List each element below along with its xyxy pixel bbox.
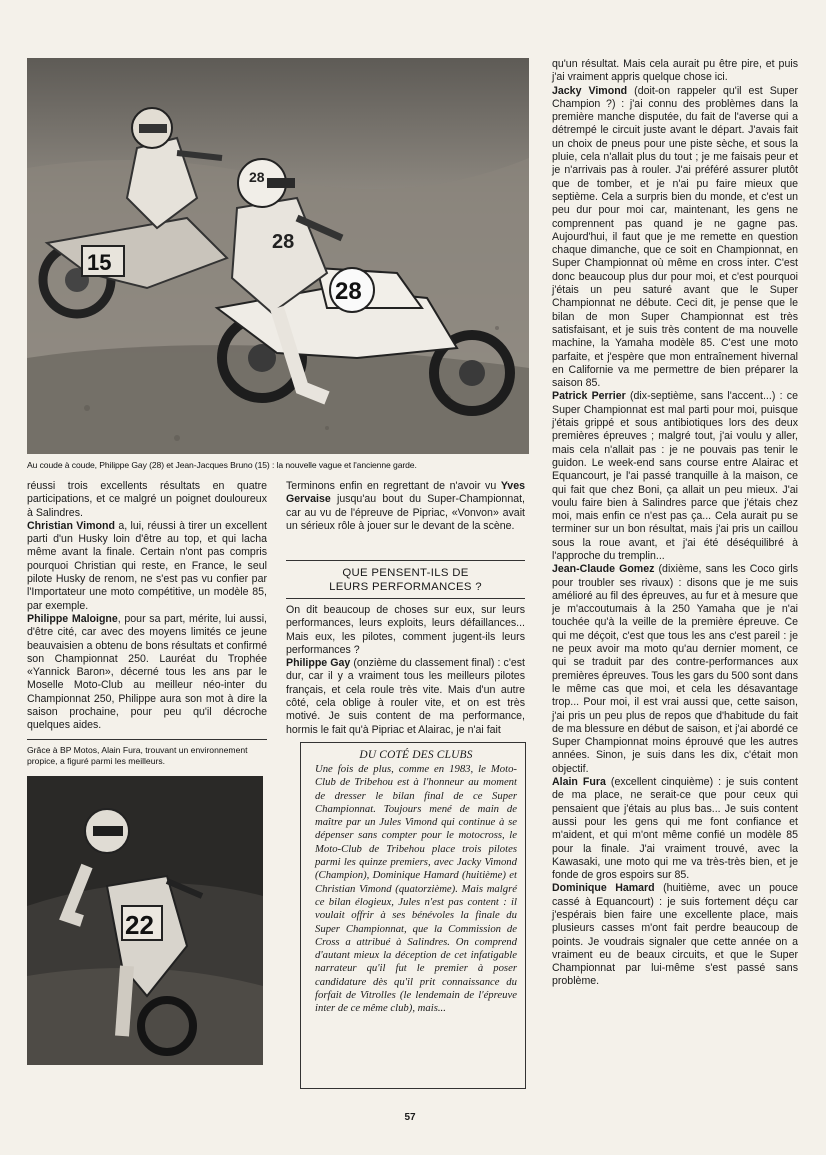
svg-text:28: 28 [335,278,362,305]
page-number: 57 [404,1112,416,1123]
paragraph-text: (huitième, avec un pouce cassé à Equancourt) : je suis fortement déçu car j'espérais bien faire une excellente place, mais plusieurs casses m'ont fait perdre beaucoup de points. Je voudrais signaler que cette année on a vraiment eu de beaux circuits, et que le Super Championnat par lui-même s'est passé sans problème. [552,882,799,988]
paragraph-text: réussi trois excellents résultats en quatre participations, et ce malgré un poignet douloureux à Salindres. [27,480,267,519]
rider-name: Yves Gervaise [286,480,525,506]
paragraph-text: Terminons enfin en regrettant de n'avoir vu [286,480,501,492]
paragraph-text: On dit beaucoup de choses sur eux, sur leurs performances, leurs exploits, leurs défaillances... Mais eux, les pilotes, comment jugent-ils leurs performances ? [286,604,525,656]
svg-text:15: 15 [87,250,112,275]
column-3 [552,58,798,989]
paragraph [552,882,798,988]
paragraph-text: (onzième du classement final) : c'est dur, car il y a vraiment tous les meilleurs pilotes français, et cela roule très vite. Mais d'un autre côté, cela oblige à rouler vite, et on est très motivé. Je suis content de ma performance, hormis le fait qu'à Pipriac et Alairac, je n'ai fait [286,657,525,736]
section-title-line: LEURS PERFORMANCES ? [329,581,482,593]
paragraph [552,390,798,563]
paragraph-text: qu'un résultat. Mais cela aurait pu être pire, et puis j'ai vraiment appris quelque chose ici. [552,58,798,84]
paragraph-text: , pour sa part, mérite, lui aussi, d'être cité, car avec des moyens limités ce jeune beauvaisien a obtenu de bons résultats et confirmé son Championnat 250. Lauréat du Trophée «Yannick Baron», décerné tous les ans par le Moselle Moto-Club au meilleur néo-inter du Championnat 250, Philippe aura son mot à dire la saison prochaine, pour peu qu'il décroche quelques aides. [27,612,267,732]
divider [286,598,525,599]
paragraph [286,604,525,657]
rider-name: Alain Fura [552,776,606,789]
rider-name: Dominique Hamard [552,882,655,895]
paragraph [27,480,267,520]
section-title [286,566,525,594]
section-title-line: QUE PENSENT-ILS DE [342,567,469,579]
paragraph [286,657,525,737]
divider [27,739,267,740]
paragraph [552,85,798,391]
svg-text:22: 22 [125,910,154,940]
svg-text:28: 28 [272,231,295,253]
column-2 [286,480,525,533]
rider-name: Jean-Claude Gomez [552,563,655,576]
paragraph-text: (dixième, sans les Coco girls pour troubler ses rivaux) : disons que je me suis amélioré au fil des épreuves, au fur et à mesure que je m'accoutumais à la 250 Yamaha que je n'ai touchée qu'à la veille de la première épreuve. Ce qui me déçoit, c'est que tous les ans c'est pareil : je ne peux avoir ma moto qu'au dernier moment, ce qui se traduit par des contre-performances aux premières épreuves. Tous les gars du 500 sont dans le même cas que moi, et cela les désavantage trop... Pour moi, il est vrai aussi que, cette saison, j'ai pris un peu plus de repos que d'habitude du fait de ma blessure en début de saison, et j'ai abordé ce Super Championnat moins éprouvé que les autres années. Sinon, je suis dans les dix, c'était mon objectif. [552,563,798,775]
paragraph-text: a, lui, réussi à tirer un excellent parti d'un Husky loin d'être au top, et qui lacha même avant la finale. Certain n'ont pas compris pourquoi Christian qui reste, en France, le seul pilote Husky de renom, ne s'est pas vu confier par l'Importateur une moto compétitive, un modèle 85, par exemple. [27,519,267,612]
rider-name: Jacky Vimond [552,84,628,97]
alain-fura-photo [27,776,263,1065]
column-2-continued [286,604,525,737]
rider-name: Philippe Maloigne [27,612,118,625]
photo-illustration [27,776,263,1065]
paragraph [552,58,798,85]
rider-name: Christian Vimond [27,519,115,532]
clubs-sidebar [300,742,526,1089]
paragraph-text: jusqu'au bout du Super-Championnat, car au vu de l'épreuve de Pipriac, «Vonvon» avait un sérieux rôle à jouer sur le devant de la scène. [286,493,525,532]
paragraph [286,480,525,533]
photo-illustration [27,58,529,454]
motocross-duel-photo [27,58,529,454]
paragraph-text: (dix-septième, sans l'accent...) : ce Super Championnat est mal parti pour moi, puisque j'étais grippé et sous antibiotiques lors des deux premières épreuves ; malgré tout, j'ai voulu y aller, mais cela n'allait pas : je ne pouvais pas tenir le guidon. Le week-end sans course entre Alairac et Equancourt, je l'ai passé tranquille à la maison, ce qui fait que chez Boni, ça allait un peu mieux. J'ai voulu faire bien à Salindres parce que j'étais chez moi, mais enfin ce n'est pas ça... Cela aurait pu se terminer sur un bon résultat, mais j'ai pris un caillou sous la roue avant, et j'ai été déséquilibré à l'approche du tremplin... [552,390,798,562]
svg-text:28: 28 [249,169,265,185]
paragraph-text: (excellent cinquième) : je suis content de ma place, ne serait-ce que pour ceux qui pensaient que j'étais au plus bas... Je suis content aussi pour les gens qui me font confiance et m'aident, et qui m'ont même confié un modèle 85 pour la finale. J'ai vraiment trouvé, avec la Kawasaki, une moto qui me va très-très bien, et je fonde de gros espoirs sur 85. [552,776,798,882]
sidebar-title: DU COTÉ DES CLUBS [359,749,473,761]
sidebar-body: Une fois de plus, comme en 1983, le Moto-Club de Tribehou est à l'honneur au moment de dresser le bilan final de ce Super Championnat. Toujours mené de main de maître par un Jules Vimond qui continue à se dépenser sans compter pour le motocross, le Moto-Club de Tribehou place trois pilotes parmi les quinze premiers, avec Jacky Vimond (Champion), Dominique Hamard (huitième) et Christian Vimond (quatorzième). Mais malgré ce bilan élogieux, Jules n'est pas content : il voulait offrir à ses bénévoles la finale du Super Championnat, que la Commission de Cross a attribué à Salindres. On comprend d'autant mieux la déception de cet infatigable narrateur qu'il fut le premier à poser candidature dès qu'il prit connaissance du forfait de Vitrolles (le lendemain de l'épreuve inter de ce même club), mais... [315,763,517,1015]
photo-caption-top: Au coude à coude, Philippe Gay (28) et Jean-Jacques Bruno (15) : la nouvelle vague et l'ancienne garde. [27,460,417,470]
paragraph [27,520,267,613]
divider [286,560,525,561]
photo-caption-bottom: Grâce à BP Motos, Alain Fura, trouvant un environnement propice, a figuré parmi les meilleurs. [27,745,248,766]
paragraph [27,613,267,733]
column-1 [27,480,267,733]
rider-name: Patrick Perrier [552,390,626,403]
paragraph [552,776,798,882]
paragraph-text: (doit-on rappeler qu'il est Super Champion ?) : j'ai connu des problèmes dans la première manche disputée, du fait de l'averse qui a détrempé le circuit juste avant le départ. J'avais fait un choix de pneus pour une piste sèche, et sous la pluie, cela n'allait plus du tout ; je me faisais peur et je n'arrivais pas à rouler. J'ai préféré assurer plutôt que de tomber, et je n'ai pu faire mieux que septième. Cela a surpris bien du monde, et c'est un peu dur pour moi car, maintenant, les gens ne comprennent pas quand je ne gagne pas. Aujourd'hui, il faut que je me remette en question chaque dimanche, que ce soit en Championnat, en Super Championnat où même en cross inter. C'est donc beaucoup plus dur pour moi, et c'est pourquoi j'étais un peu saturé avant que le Super Championnat ne débute. Ceci dit, je pense que le bilan de mon Super Championnat est très satisfaisant, et je suis très content de ma nouvelle machine, la Yamaha modèle 85. C'est une moto parfaite, et j'espère que mon entraînement hivernal en Californie va me permettre de bien préparer la saison 85. [552,84,798,390]
rider-name: Philippe Gay [286,657,351,670]
paragraph [552,563,798,776]
